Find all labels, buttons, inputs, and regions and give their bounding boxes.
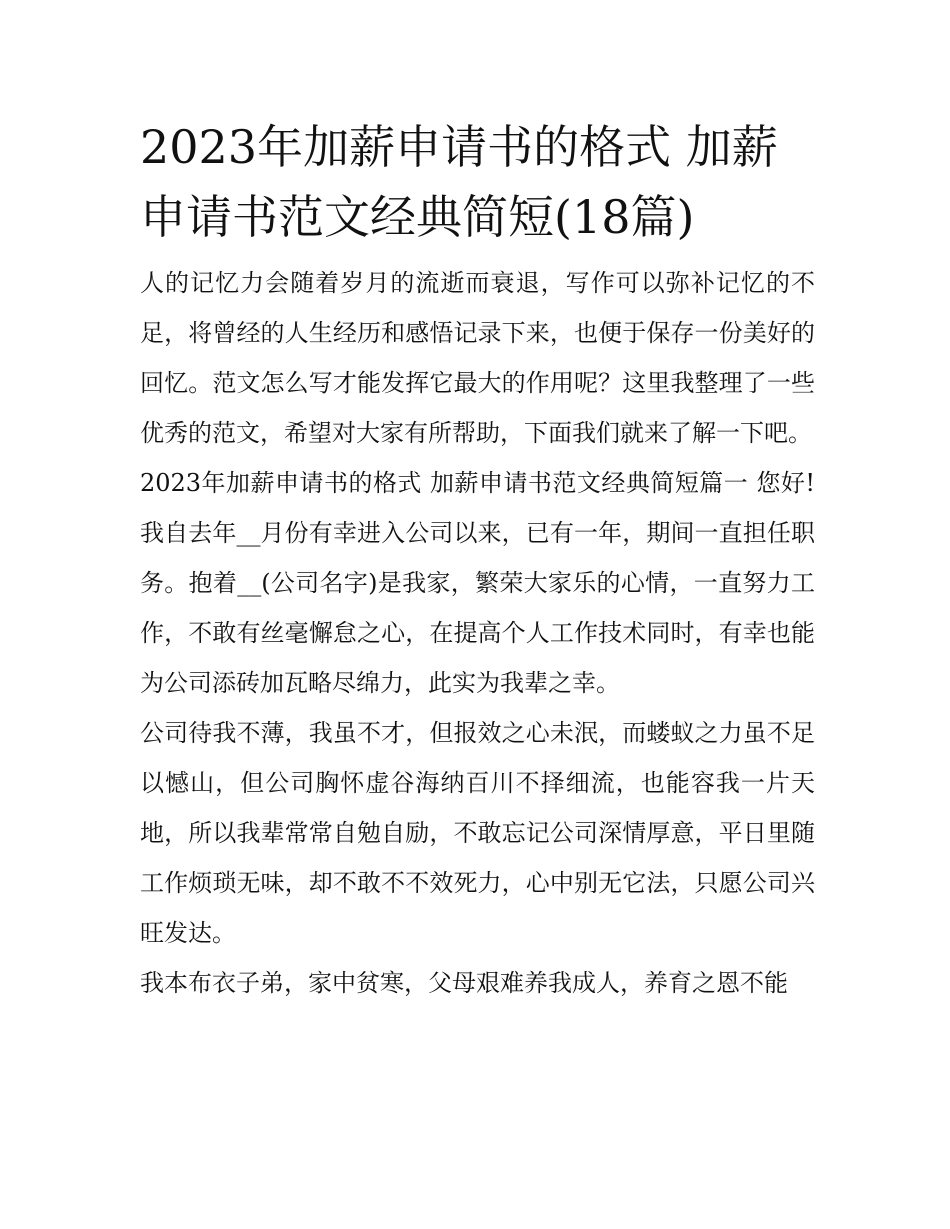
document-page: [140, 112, 815, 1008]
body-paragraph-1: 2023年加薪申请书的格式 加薪申请书范文经典简短篇一 您好!我自去年__月份有幸进入公司以来，已有一年，期间一直担任职务。抱着__(公司名字)是我家，繁荣大家乐的心情，一直努力工作，不敢有丝毫懈怠之心，在提高个人工作技术同时，有幸也能为公司添砖加瓦略尽绵力，此实为我辈之幸。: [140, 469, 815, 697]
document-title: 2023年加薪申请书的格式 加薪申请书范文经典简短(18篇): [140, 120, 778, 244]
body-paragraph-3: 我本布衣子弟，家中贫寒，父母艰难养我成人，养育之恩不能: [140, 969, 788, 997]
intro-paragraph: 人的记忆力会随着岁月的流逝而衰退，写作可以弥补记忆的不足，将曾经的人生经历和感悟记录下来，也便于保存一份美好的回忆。范文怎么写才能发挥它最大的作用呢？这里我整理了一些优秀的范文，希望对大家有所帮助，下面我们就来了解一下吧。: [140, 269, 815, 447]
body-paragraph-2: 公司待我不薄，我虽不才，但报效之心未泯，而蝼蚁之力虽不足以憾山，但公司胸怀虚谷海纳百川不择细流，也能容我一片天地，所以我辈常常自勉自励，不敢忘记公司深情厚意，平日里随工作烦琐无味，却不敢不不效死力，心中别无它法，只愿公司兴旺发达。: [140, 719, 815, 947]
